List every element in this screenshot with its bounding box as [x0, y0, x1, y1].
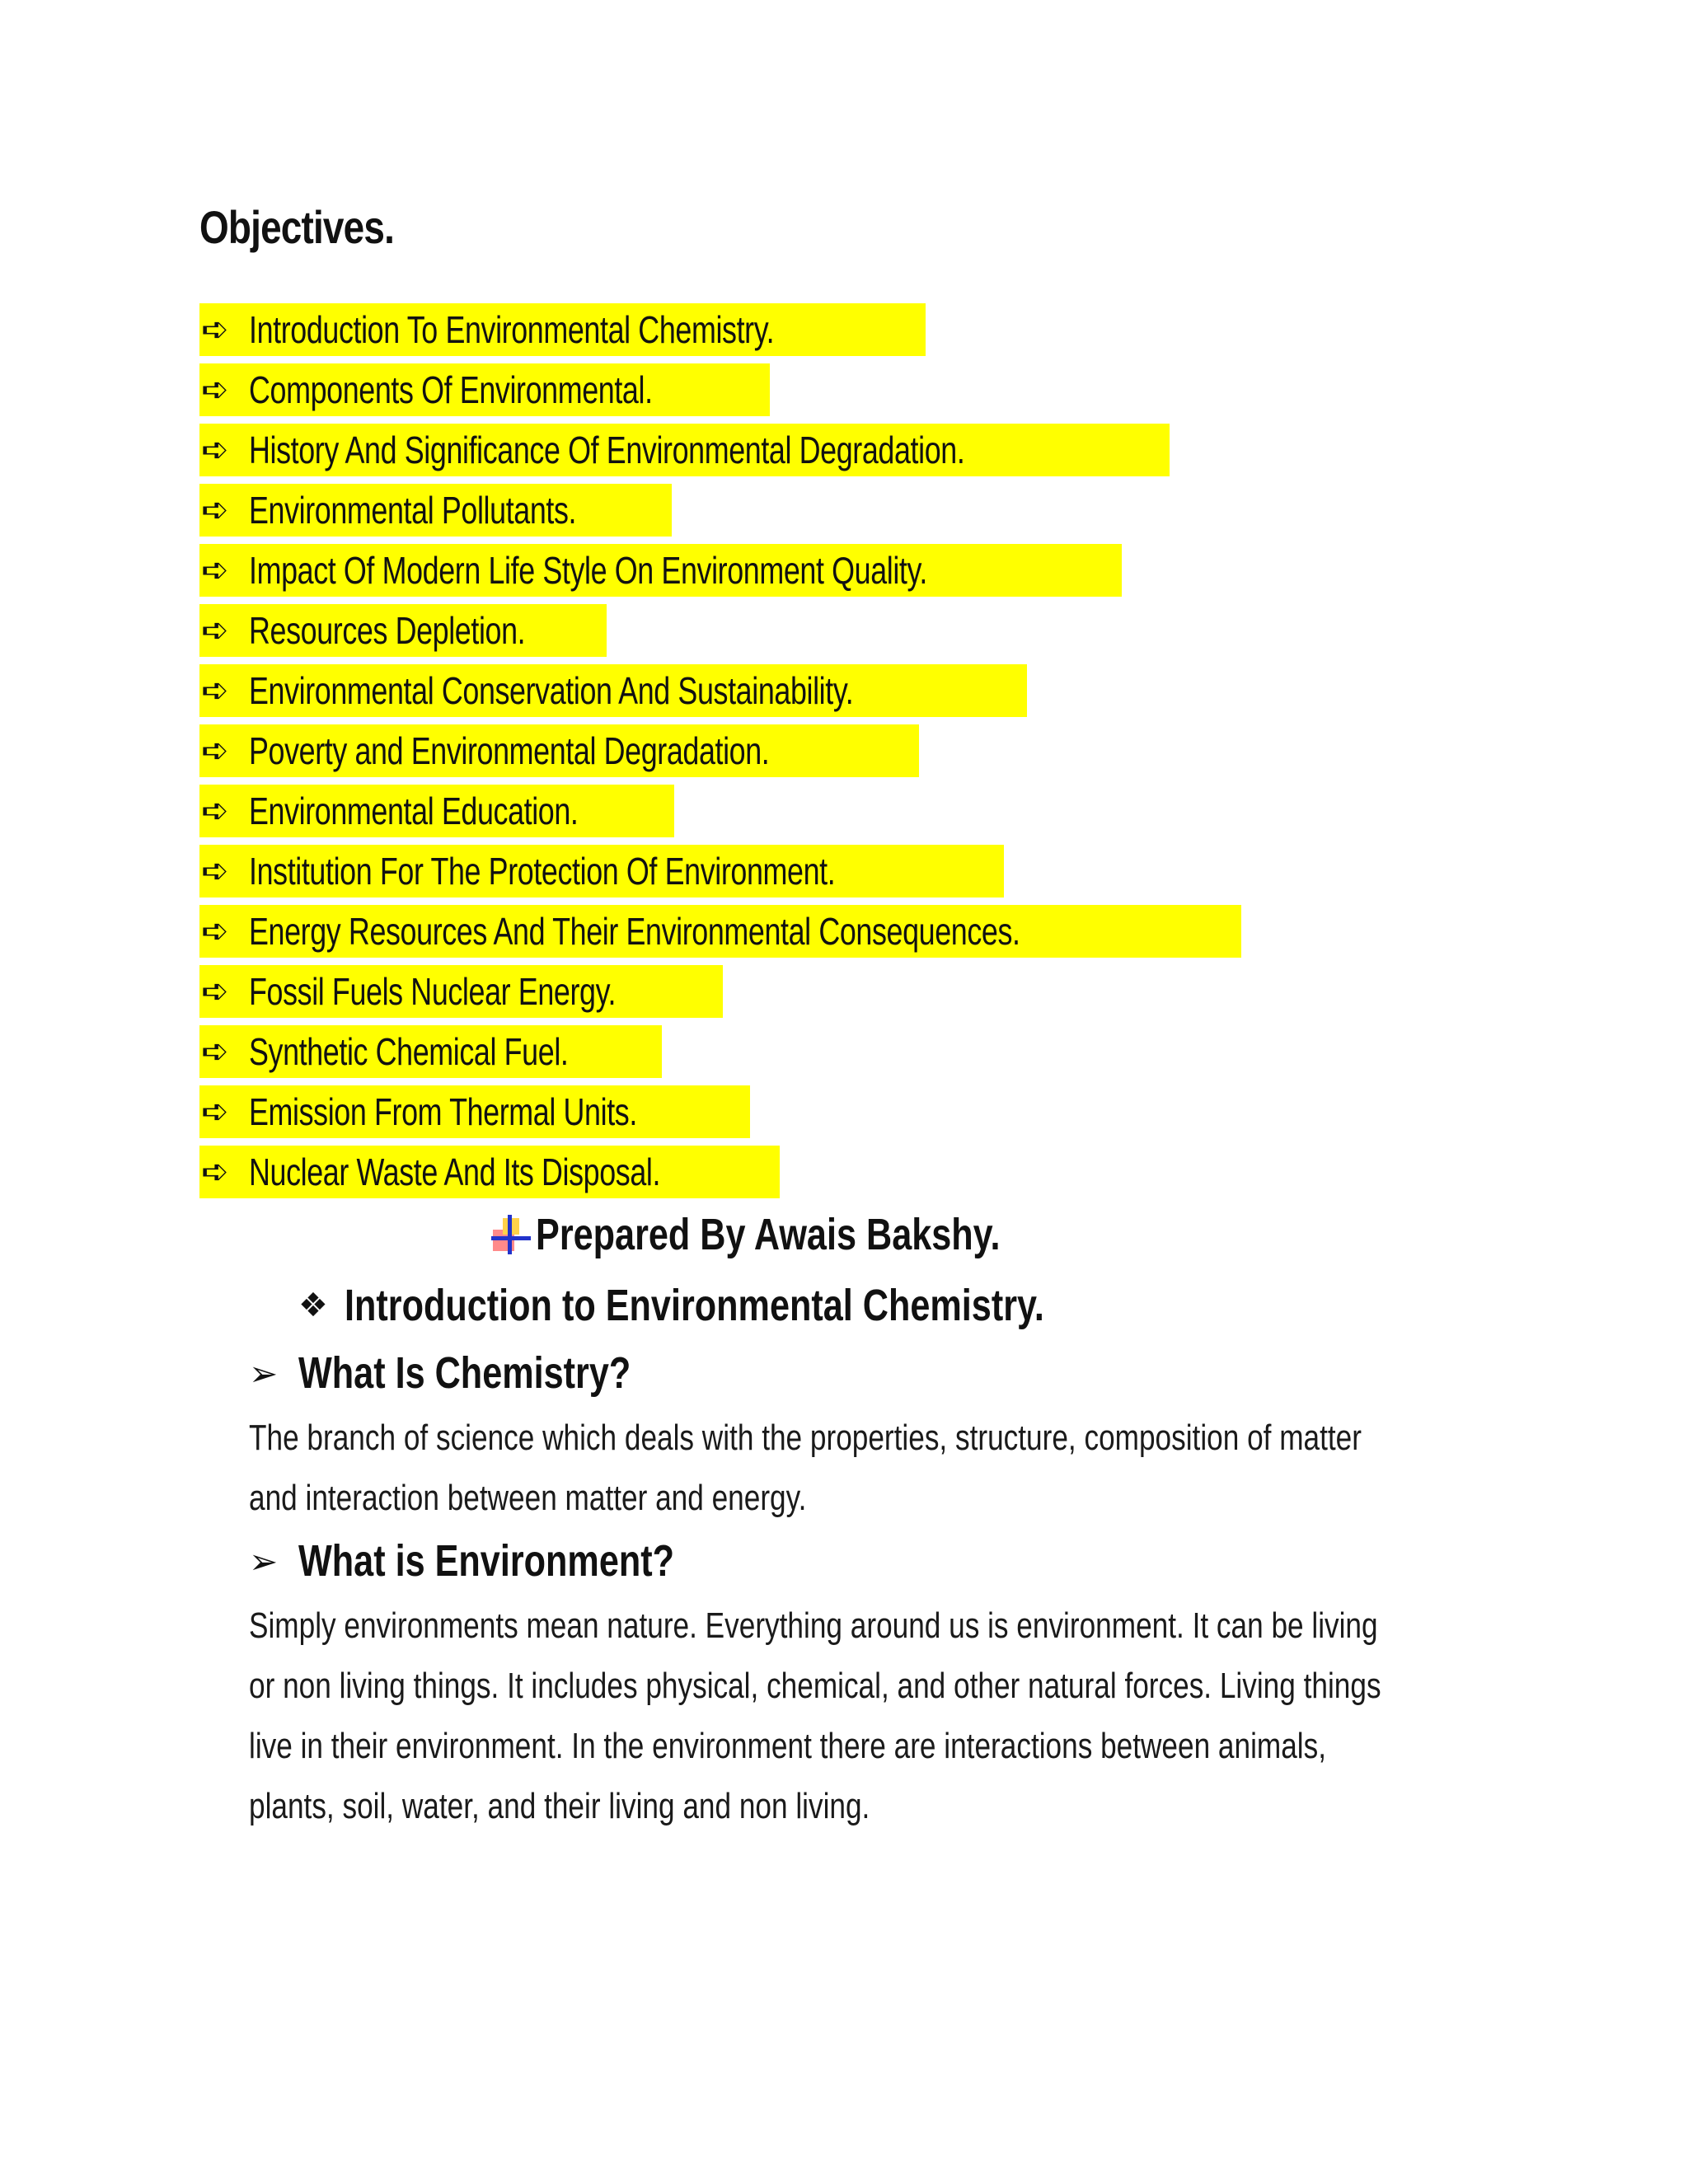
subheading-text: What Is Chemistry? — [298, 1348, 631, 1398]
highlighted-item — [199, 604, 607, 657]
highlighted-item — [199, 785, 674, 837]
right-arrow-icon: ➪ — [201, 1153, 229, 1191]
highlighted-item — [199, 965, 723, 1018]
paragraph-line: live in their environment. In the environment there are interactions between animals, — [249, 1726, 1327, 1766]
highlighted-item — [199, 484, 672, 537]
right-arrow-icon: ➪ — [201, 431, 229, 469]
arrowhead-icon: ➢ — [249, 1352, 279, 1394]
list-item — [199, 424, 1241, 484]
objectives-list — [199, 303, 1241, 1206]
objective-text: Fossil Fuels Nuclear Energy. — [249, 970, 617, 1013]
list-item — [199, 1025, 1241, 1085]
paragraph-line: The branch of science which deals with the properties, structure, composition of matter — [249, 1418, 1362, 1458]
right-arrow-icon: ➪ — [201, 852, 229, 890]
highlighted-item — [199, 845, 1004, 898]
right-arrow-icon: ➪ — [201, 371, 229, 409]
list-item — [199, 363, 1241, 424]
objective-text: Resources Depletion. — [249, 609, 526, 652]
list-item — [199, 724, 1241, 785]
list-item — [199, 303, 1241, 363]
list-item — [199, 1085, 1241, 1146]
paragraph-environment — [249, 1596, 1535, 1836]
prepared-by-line — [488, 1208, 1116, 1261]
objective-text: History And Significance Of Environmental Degradation. — [249, 429, 965, 471]
right-arrow-icon: ➪ — [201, 732, 229, 770]
objective-text: Energy Resources And Their Environmental Consequences. — [249, 910, 1020, 953]
right-arrow-icon: ➪ — [201, 491, 229, 529]
objective-text: Introduction To Environmental Chemistry. — [249, 308, 775, 351]
objective-text: Impact Of Modern Life Style On Environment Quality. — [249, 549, 927, 592]
list-item — [199, 845, 1241, 905]
objective-text: Synthetic Chemical Fuel. — [249, 1030, 569, 1073]
objective-text: Components Of Environmental. — [249, 368, 653, 411]
list-item — [199, 544, 1241, 604]
objective-text: Emission From Thermal Units. — [249, 1090, 637, 1133]
objective-text: Environmental Pollutants. — [249, 489, 577, 532]
list-item — [199, 484, 1241, 544]
objective-text: Environmental Conservation And Sustainability. — [249, 669, 854, 712]
prepared-by-text: Prepared By Awais Bakshy. — [536, 1210, 1001, 1259]
highlighted-item — [199, 1146, 780, 1198]
right-arrow-icon: ➪ — [201, 672, 229, 710]
objective-text: Institution For The Protection Of Environment. — [249, 850, 836, 893]
objective-text: Poverty and Environmental Degradation. — [249, 729, 770, 772]
subheading-environment — [249, 1535, 768, 1587]
right-arrow-icon: ➪ — [201, 1033, 229, 1071]
arrowhead-icon: ➢ — [249, 1540, 279, 1582]
paragraph-line: plants, soil, water, and their living and non living. — [249, 1786, 870, 1826]
subheading-text: What is Environment? — [298, 1536, 675, 1586]
section-title-text: Introduction to Environmental Chemistry. — [345, 1281, 1044, 1330]
highlighted-item — [199, 303, 926, 356]
highlighted-item — [199, 905, 1241, 958]
highlighted-item — [199, 664, 1027, 717]
list-item — [199, 965, 1241, 1025]
objective-text: Environmental Education. — [249, 790, 579, 832]
list-item — [199, 905, 1241, 965]
list-item — [199, 664, 1241, 724]
highlighted-item — [199, 544, 1122, 597]
list-item — [199, 785, 1241, 845]
section-title — [298, 1279, 1219, 1332]
paragraph-line: and interaction between matter and energy. — [249, 1478, 807, 1518]
highlighted-item — [199, 1025, 662, 1078]
crosshair-color-icon — [488, 1212, 534, 1258]
right-arrow-icon: ➪ — [201, 792, 229, 830]
diamond-bullet-icon: ❖ — [298, 1286, 328, 1324]
right-arrow-icon: ➪ — [201, 1093, 229, 1131]
right-arrow-icon: ➪ — [201, 311, 229, 349]
highlighted-item — [199, 724, 919, 777]
list-item — [199, 604, 1241, 664]
paragraph-line: Simply environments mean nature. Everything around us is environment. It can be living — [249, 1605, 1378, 1646]
paragraph-chemistry — [249, 1408, 1535, 1528]
paragraph-line: or non living things. It includes physical, chemical, and other natural forces. Living things — [249, 1666, 1381, 1706]
subheading-chemistry — [249, 1347, 714, 1399]
objectives-heading: Objectives. — [199, 201, 395, 253]
highlighted-item — [199, 1085, 750, 1138]
right-arrow-icon: ➪ — [201, 551, 229, 589]
right-arrow-icon: ➪ — [201, 912, 229, 950]
highlighted-item — [199, 424, 1170, 476]
objective-text: Nuclear Waste And Its Disposal. — [249, 1151, 661, 1193]
right-arrow-icon: ➪ — [201, 612, 229, 649]
right-arrow-icon: ➪ — [201, 972, 229, 1010]
list-item — [199, 1146, 1241, 1206]
highlighted-item — [199, 363, 770, 416]
